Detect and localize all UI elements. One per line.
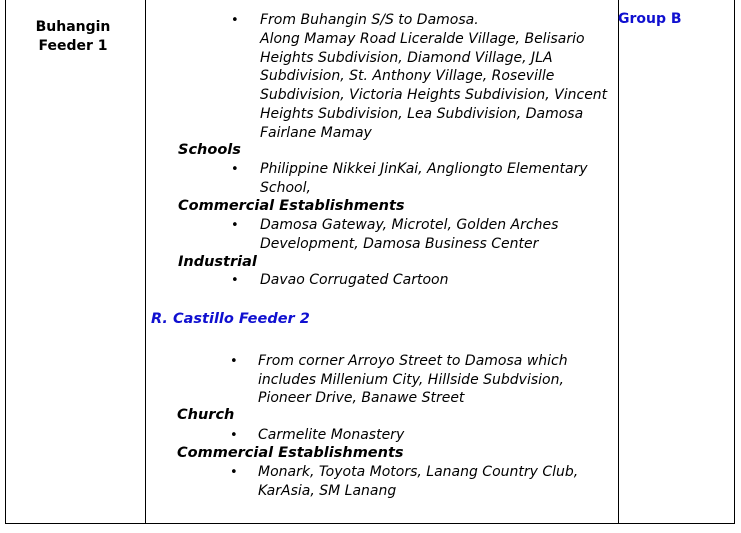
feeder-name-buhangin: Buhangin Feeder 1 <box>35 19 111 54</box>
bullet-icon: • <box>230 428 238 443</box>
bullet-icon: • <box>230 354 238 369</box>
bullet-icon: • <box>231 218 239 233</box>
industrial-heading: Industrial <box>178 254 257 270</box>
schools-heading: Schools <box>178 142 241 158</box>
commercial-item: Damosa Gateway, Microtel, Golden Arches Development, Damosa Business Center <box>260 217 559 252</box>
church-item: Carmelite Monastery <box>258 427 405 443</box>
area-item: From Buhangin S/S to Damosa. <box>260 12 479 28</box>
bullet-icon: • <box>230 465 238 480</box>
feeder-name-castillo: R. Castillo Feeder 2 <box>151 311 310 327</box>
bullet-icon: • <box>231 273 239 288</box>
bullet-icon: • <box>231 162 239 177</box>
area-item: From corner Arroyo Street to Damosa which includes Millenium City, Hillside Subdvision, Pioneer Drive, Banawe Street <box>258 353 568 407</box>
schools-item: Philippine Nikkei JinKai, Angliongto Elementary School, <box>260 161 588 196</box>
bullet-icon: • <box>231 13 239 28</box>
church-heading: Church <box>177 407 235 423</box>
commercial-item: Monark, Toyota Motors, Lanang Country Club, KarAsia, SM Lanang <box>258 464 579 499</box>
commercial-heading: Commercial Establishments <box>178 198 405 214</box>
area-item: Along Mamay Road Liceralde Village, Belisario Heights Subdivision, Diamond Village, JLA Subdivision, St. Anthony Village, Roseville Subdivision, Victoria Heights Subdivision, Vincent Heights Subdivision, Lea Subdivision, Damosa Fairlane Mamay <box>260 31 608 141</box>
commercial-heading: Commercial Establishments <box>177 445 404 461</box>
group-label: Group B <box>618 11 682 27</box>
industrial-item: Davao Corrugated Cartoon <box>260 272 449 288</box>
